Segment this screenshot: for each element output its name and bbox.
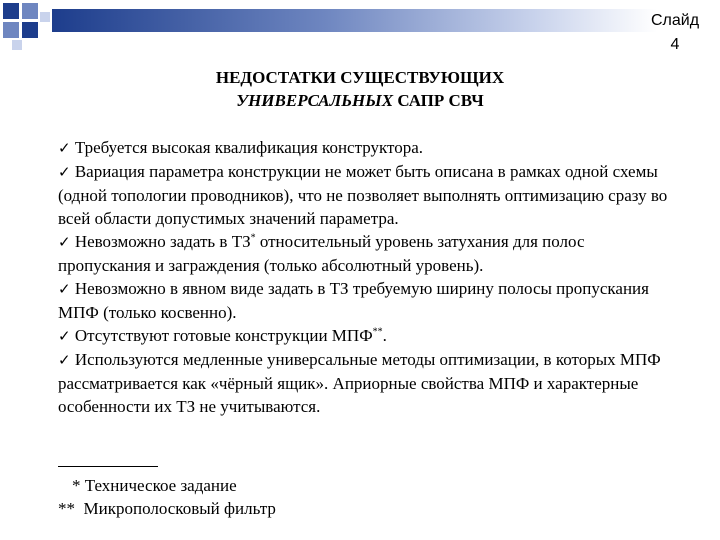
footnote-mark: * <box>250 232 256 244</box>
bullet-text-cont: . <box>382 326 387 345</box>
bullet-list <box>58 136 668 418</box>
bullet-item <box>58 136 668 160</box>
footnote-1 <box>72 474 237 497</box>
footnote-mark: * <box>72 476 81 495</box>
bullet-item <box>58 230 668 277</box>
title-line-1: НЕДОСТАТКИ СУЩЕСТВУЮЩИХ <box>215 68 505 87</box>
title-line-2 <box>0 89 720 112</box>
footnote-separator <box>58 466 158 467</box>
bullet-item <box>58 277 668 324</box>
checkmark-icon: ✓ <box>58 139 71 157</box>
decor-square <box>40 12 50 22</box>
bullet-text: Используются медленные универсальные методы оптимизации, в которых МПФ рассматривается как «чёрный ящик». Априорные свойства МПФ и характерные особенности их ТЗ не учитываются. <box>58 350 661 416</box>
footnote-text: Микрополосковый фильтр <box>83 499 276 518</box>
title-line-2-rest: САПР СВЧ <box>393 91 484 110</box>
bullet-text: Вариация параметра конструкции не может быть описана в рамках одной схемы (одной топологии проводников), что не позволяет выполнять оптимизацию сразу во всей области допустимых значений параметра. <box>58 162 668 228</box>
bullet-item <box>58 160 668 230</box>
decor-square <box>22 22 38 38</box>
checkmark-icon: ✓ <box>58 351 71 369</box>
footnote-mark: ** <box>58 499 75 518</box>
header-gradient-band <box>52 9 657 32</box>
checkmark-icon: ✓ <box>58 163 71 181</box>
decor-square <box>12 40 22 50</box>
footnote-mark: ** <box>372 326 383 338</box>
bullet-text-cont: относительный уровень затухания для полос пропускания и заграждения (только абсолютный уровень). <box>58 232 585 275</box>
slide-label: Слайд <box>650 12 700 29</box>
slide-number-value: 4 <box>670 36 680 53</box>
decor-square <box>3 3 19 19</box>
bullet-text: Требуется высокая квалификация конструктора. <box>74 138 424 157</box>
slide-number <box>640 9 710 57</box>
bullet-item <box>58 348 668 418</box>
decor-square <box>22 3 38 19</box>
bullet-item <box>58 324 668 348</box>
footnote-2 <box>58 497 276 520</box>
checkmark-icon: ✓ <box>58 327 71 345</box>
checkmark-icon: ✓ <box>58 233 71 251</box>
slide-title <box>0 66 720 112</box>
decor-square <box>3 22 19 38</box>
checkmark-icon: ✓ <box>58 280 71 298</box>
bullet-text: Невозможно в явном виде задать в ТЗ требуемую ширину полосы пропускания МПФ (только косвенно). <box>58 279 649 322</box>
bullet-text: Отсутствуют готовые конструкции МПФ <box>74 326 373 345</box>
title-italic-word: УНИВЕРСАЛЬНЫХ <box>236 91 394 110</box>
footnote-text: Техническое задание <box>84 476 237 495</box>
bullet-text: Невозможно задать в ТЗ <box>74 232 251 251</box>
